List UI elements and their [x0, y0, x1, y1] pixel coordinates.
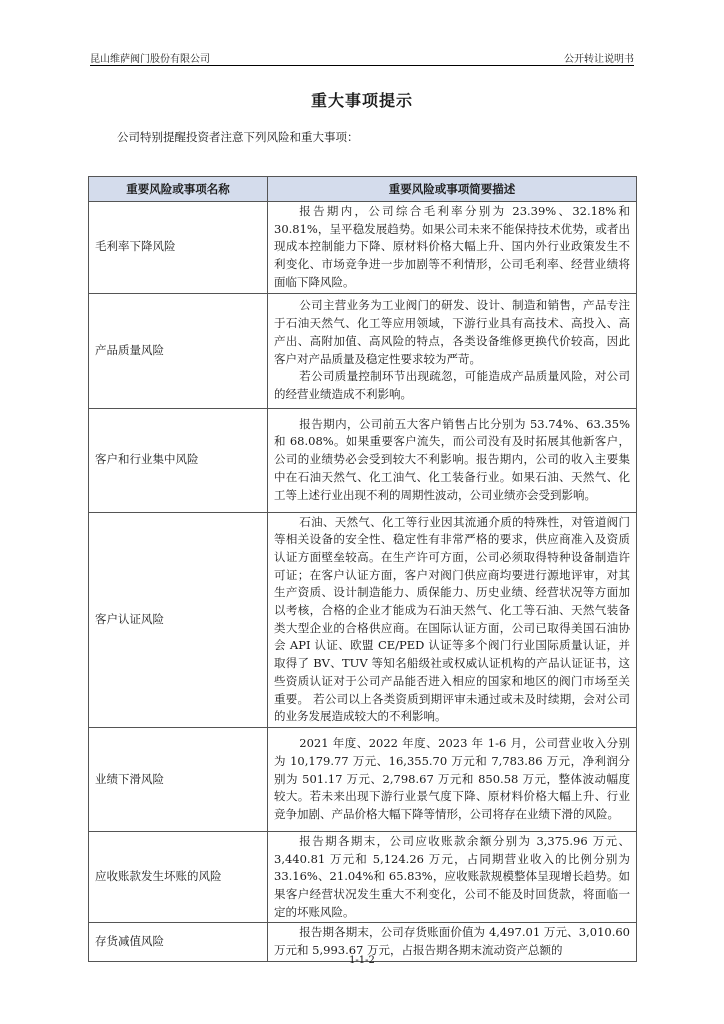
- risk-table: [88, 176, 637, 962]
- risk-name: 存货减值风险: [89, 923, 268, 961]
- risk-description: [268, 512, 637, 727]
- table-row: [89, 831, 637, 923]
- risk-name: 产品质量风险: [89, 293, 268, 408]
- description-paragraph: 公司主营业务为工业阀门的研发、设计、制造和销售，产品专注于石油天然气、化工等应用领域，下游行业具有高技术、高投入、高产出、高附加值、高风险的特点，各类设备维修更换代价较高，因此客户对产品质量及稳定性要求较为严苛。: [274, 298, 630, 366]
- risk-description: [268, 408, 637, 512]
- description-paragraph: 报告期各期末，公司应收账款余额分别为 3,375.96 万元、3,440.81 万元和 5,124.26 万元，占同期营业收入的比例分别为33.16%、21.04%和 65.83%，应收账款规模整体呈现增长趋势。如果客户经营状况发生重大不利变化，公司不能及时回货款，将面临一定的坏账风险。: [274, 833, 630, 919]
- table-row: [89, 727, 637, 831]
- risk-name: 应收账款发生坏账的风险: [89, 831, 268, 923]
- header-company: 昆山维萨阀门股份有限公司: [90, 54, 210, 65]
- table-row: [89, 293, 637, 408]
- header-doc-type: 公开转让说明书: [564, 54, 634, 65]
- risk-name: 业绩下滑风险: [89, 727, 268, 831]
- page-title: 重大事项提示: [310, 91, 413, 110]
- description-paragraph: 石油、天然气、化工等行业因其流通介质的特殊性，对管道阀门等相关设备的安全性、稳定性有非常严格的要求，供应商准入及资质认证方面壁垒较高。在生产许可方面，公司必须取得特种设备制造许可证；在客户认证方面，客户对阀门供应商均要进行源地评审，对其生产资质、设计制造能力、质保能力、历史业绩、经营状况等方面加以考核，合格的企业才能成为石油天然气、化工等石油、天然气装备类大型企业的合格供应商。在国际认证方面，公司已取得美国石油协会 API 认证、欧盟 CE/PED 认证等多个阀门行业国际质量认证，并取得了 BV、TUV 等知名船级社或权威认证机构的产品认证证书，这些资质认证对于公司产品能否进入相应的国家和地区的阀门市场至关重要。 若公司以上各类资质到期评审未通过或未及时续期，会对公司的业务发展造成较大的不利影响。: [274, 514, 630, 724]
- table-row: [89, 512, 637, 727]
- risk-name: 客户和行业集中风险: [89, 408, 268, 512]
- column-header-name: 重要风险或事项名称: [89, 177, 268, 202]
- page-number: 1-1-2: [349, 955, 375, 966]
- intro-text: 公司特别提醒投资者注意下列风险和重大事项：: [117, 130, 359, 144]
- description-paragraph: 若公司质量控制环节出现疏忽，可能造成产品质量风险，对公司的经营业绩造成不利影响。: [274, 369, 630, 401]
- risk-description: [268, 293, 637, 408]
- risk-description: [268, 831, 637, 923]
- risk-name: 毛利率下降风险: [89, 202, 268, 294]
- table-header-row: [89, 177, 637, 202]
- table-row: [89, 408, 637, 512]
- description-paragraph: 报告期内，公司前五大客户销售占比分别为 53.74%、63.35%和 68.08%。如果重要客户流失，而公司没有及时拓展其他新客户，公司的业绩势必会受到较大不利影响。报告期内，公司的收入主要集中在石油天然气、化工油气、化工装备行业。如果石油、天然气、化工等上述行业出现不利的周期性波动，公司业绩亦会受到影响。: [274, 416, 630, 502]
- risk-description: [268, 727, 637, 831]
- description-paragraph: 报告期各期末，公司存货账面价值为 4,497.01 万元、3,010.60 万元和 5,993.67 万元，占报告期各期末流动资产总额的: [274, 925, 630, 958]
- description-paragraph: 报告期内，公司综合毛利率分别为 23.39%、32.18%和30.81%，呈平稳发展趋势。如果公司未来不能保持技术优势，或者出现成本控制能力下降、原材料价格大幅上升、国内外行业政策发生不利变化、市场竞争进一步加剧等不利情形，公司毛利率、经营业绩将面临下降风险。: [274, 204, 630, 289]
- column-header-description: 重要风险或事项简要描述: [268, 177, 637, 202]
- risk-name: 客户认证风险: [89, 512, 268, 727]
- description-paragraph: 2021 年度、2022 年度、2023 年 1-6 月，公司营业收入分别为 10,179.77 万元、16,355.70 万元和 7,783.86 万元，净利润分别为 501.17 万元、2,798.67 万元和 850.58 万元，整体波动幅度较大。若未来出现下游行业景气度下降、原材料价格大幅上升、行业竞争加剧、产品价格大幅下降等情形，公司将存在业绩下滑的风险。: [274, 736, 630, 821]
- risk-description: [268, 202, 637, 294]
- page-header: [90, 49, 634, 66]
- table-row: [89, 202, 637, 294]
